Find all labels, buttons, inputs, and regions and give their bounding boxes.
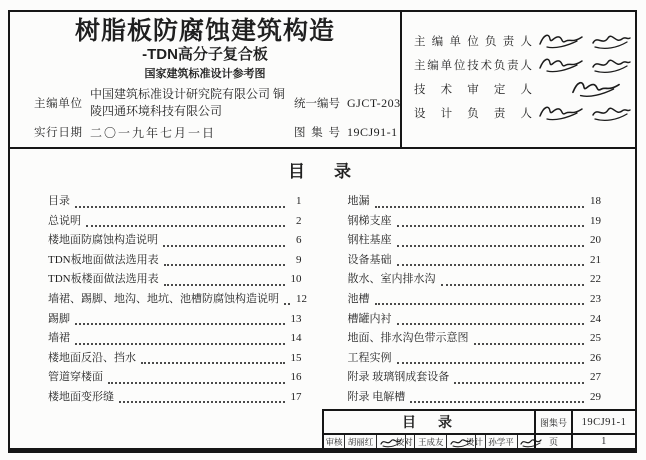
toc-heading: 目 录 [288,162,357,181]
toc-item-page-number: 9 [296,253,302,266]
toc-item-title: 池槽 [347,292,370,305]
toc-column-right [348,192,602,408]
toc-item [348,388,602,408]
title-block-bottom-row [324,433,635,448]
toc-item-page-number: 17 [290,390,302,403]
credit-person-name: 胡丽红 [345,435,377,448]
toc-item-dot-leader [410,388,584,404]
official-row [414,29,631,53]
official-role-label: 主编单位负责人 [414,36,532,48]
toc-item-page-number: 15 [290,351,302,364]
document-subtitle: -TDN高分子复合板 [142,46,268,63]
toc-item [48,368,302,388]
toc-item-page-number: 1 [296,195,302,207]
toc-item-page-number: 23 [590,292,601,305]
toc-item-dot-leader [164,251,285,267]
toc-item-page-number: 26 [590,351,601,364]
date-label: 实行日期 [34,127,82,139]
credit-person-name: 孙学平 [486,435,518,448]
toc-item-page-number: 2 [296,214,302,227]
handwritten-signature-icon [535,78,646,100]
official-role-label: 设计负责人 [414,108,532,120]
unified-number-value: GJCT-203 [347,95,401,110]
toc-item-dot-leader [375,290,585,306]
atlas-number-label: 图集号 [294,127,340,139]
header-meta [34,86,401,144]
toc-item-dot-leader [441,270,585,286]
signature-group [535,55,631,75]
credit-person-name: 王成友 [415,435,447,448]
officials-panel [400,12,635,147]
toc-item-page-number: 19 [590,214,601,227]
toc-item [348,192,602,212]
handwritten-signature-icon [587,103,635,123]
official-row [414,53,631,77]
toc-item [348,290,602,310]
toc-item [48,349,302,369]
toc-item-title: 槽罐内衬 [347,312,392,325]
handwritten-signature-icon [535,103,587,123]
official-role-label: 主编单位技术负责人 [414,60,532,72]
credit-role-label: 审核 [324,435,345,448]
editor-company: 铜陵四通环境科技有限公司 [90,87,285,118]
toc-item-page-number: 10 [290,273,302,286]
toc-item [348,368,602,388]
toc-item-dot-leader [86,212,285,228]
handwritten-signature-icon [535,55,587,75]
atlas-number-value: 19CJ91-1 [347,124,398,139]
toc-item-page-number: 24 [590,312,601,325]
sheet-frame [8,10,637,453]
signature-group [535,103,631,123]
toc-item-page-number: 29 [590,390,601,403]
official-role-label: 技术审定人 [414,84,532,96]
toc-item-dot-leader [397,310,585,326]
toc-item-dot-leader [397,212,585,228]
toc-item-page-number: 27 [590,371,601,384]
toc-item-dot-leader [375,192,585,208]
page-label: 页 [534,435,571,448]
toc-item [348,251,602,271]
editor-company: 中国建筑标准设计研究院有限公司 [90,87,271,101]
toc-item [48,270,302,290]
unified-number-label: 统一编号 [294,98,340,110]
toc-item-dot-leader [75,310,285,326]
signature-group [535,31,631,51]
toc-item [48,212,302,232]
toc-item-dot-leader [75,329,285,345]
credit-cell [324,435,394,448]
toc-item-dot-leader [474,329,585,345]
toc-item-page-number: 12 [296,292,307,305]
title-block-top-row [324,411,635,433]
toc-item-dot-leader [119,388,285,404]
date-value: 二〇一九年七月一日 [90,125,217,140]
credits-row [324,435,534,448]
toc-item-title: 墙裙 [48,332,70,345]
toc-item-dot-leader [397,231,585,247]
toc-item-title: 钢梯支座 [347,214,392,227]
page-number: 1 [571,435,635,448]
toc-item-title: 目录 [48,195,70,207]
toc-item-title: 地漏 [347,195,370,207]
toc-item [348,270,602,290]
editor-label: 主编单位 [34,98,82,110]
toc-item-page-number: 21 [590,253,601,266]
atlas-number-pair [294,124,398,140]
toc-item-title: TDN板地面做法选用表 [48,253,159,266]
toc-item-title: 附录 电解槽 [347,390,406,403]
credit-role-label: 设计 [465,435,486,448]
toc-item-page-number: 6 [296,234,302,247]
toc-item [348,349,602,369]
toc-item-title: TDN板楼面做法选用表 [48,273,159,286]
toc-item-page-number: 22 [590,273,601,286]
toc-item [348,212,602,232]
toc-item-dot-leader [397,251,585,267]
toc-item [48,231,302,251]
official-row [414,77,631,101]
toc-item-dot-leader [164,270,285,286]
toc-item [348,329,602,349]
series-note: 国家建筑标准设计参考图 [144,68,266,80]
date-row [34,120,398,144]
editor-companies [90,86,288,120]
toc-item-dot-leader [397,349,585,365]
toc-item-title: 楼地面反沿、挡水 [48,351,136,364]
toc-item-title: 踢脚 [48,312,70,325]
toc-item [348,310,602,330]
toc-item-dot-leader [163,231,285,247]
document-title: 树脂板防腐蚀建筑构造 [74,17,335,45]
toc-item-title: 散水、室内排水沟 [347,273,436,286]
handwritten-signature-icon [587,31,635,51]
toc-item-dot-leader [454,368,584,384]
title-block [322,409,635,448]
toc-item [48,251,302,271]
credit-cell [394,435,464,448]
toc-item-page-number: 14 [290,332,302,345]
toc-item [48,329,302,349]
toc-item [48,192,302,212]
toc-item-page-number: 18 [590,195,601,207]
toc-item [48,310,302,330]
toc-item-title: 管道穿楼面 [48,371,103,384]
official-row [414,101,631,125]
sheet-header [10,12,635,149]
handwritten-signature-icon [587,55,635,75]
toc-item-page-number: 16 [290,371,302,384]
credit-cell [465,435,534,448]
toc-item-title: 楼地面变形缝 [48,390,114,403]
toc-item-title: 附录 玻璃钢成套设备 [347,371,450,384]
editor-row [34,86,401,120]
toc-column-left [48,192,307,408]
toc-item-title: 楼地面防腐蚀构造说明 [48,234,158,247]
toc-item-title: 工程实例 [347,351,392,364]
toc-item-page-number: 13 [290,312,302,325]
toc-item-page-number: 20 [590,234,601,247]
toc-item-title: 地面、排水沟色带示意图 [347,332,469,345]
toc-columns [48,192,601,408]
handwritten-signature-icon [535,31,587,51]
signature-group [535,78,631,100]
toc-section [10,161,635,408]
toc-item-title: 设备基础 [347,253,392,266]
atlas-number-label: 图集号 [534,411,571,433]
credit-role-label: 校对 [394,435,415,448]
unified-number-pair [294,95,401,111]
toc-item-title: 钢柱基座 [347,234,392,247]
toc-item [48,290,307,310]
atlas-number-value: 19CJ91-1 [571,411,635,433]
toc-item-dot-leader [75,192,285,208]
toc-item-dot-leader [284,290,290,306]
toc-item [348,231,602,251]
sheet-title: 目 录 [402,414,456,430]
toc-item [48,388,302,408]
toc-item-title: 墙裙、踢脚、地沟、地坑、池槽防腐蚀构造说明 [48,292,279,305]
header-title-block [10,12,400,147]
toc-item-title: 总说明 [48,214,81,227]
toc-item-dot-leader [108,368,285,384]
toc-item-page-number: 25 [590,332,601,345]
toc-item-dot-leader [141,349,285,365]
